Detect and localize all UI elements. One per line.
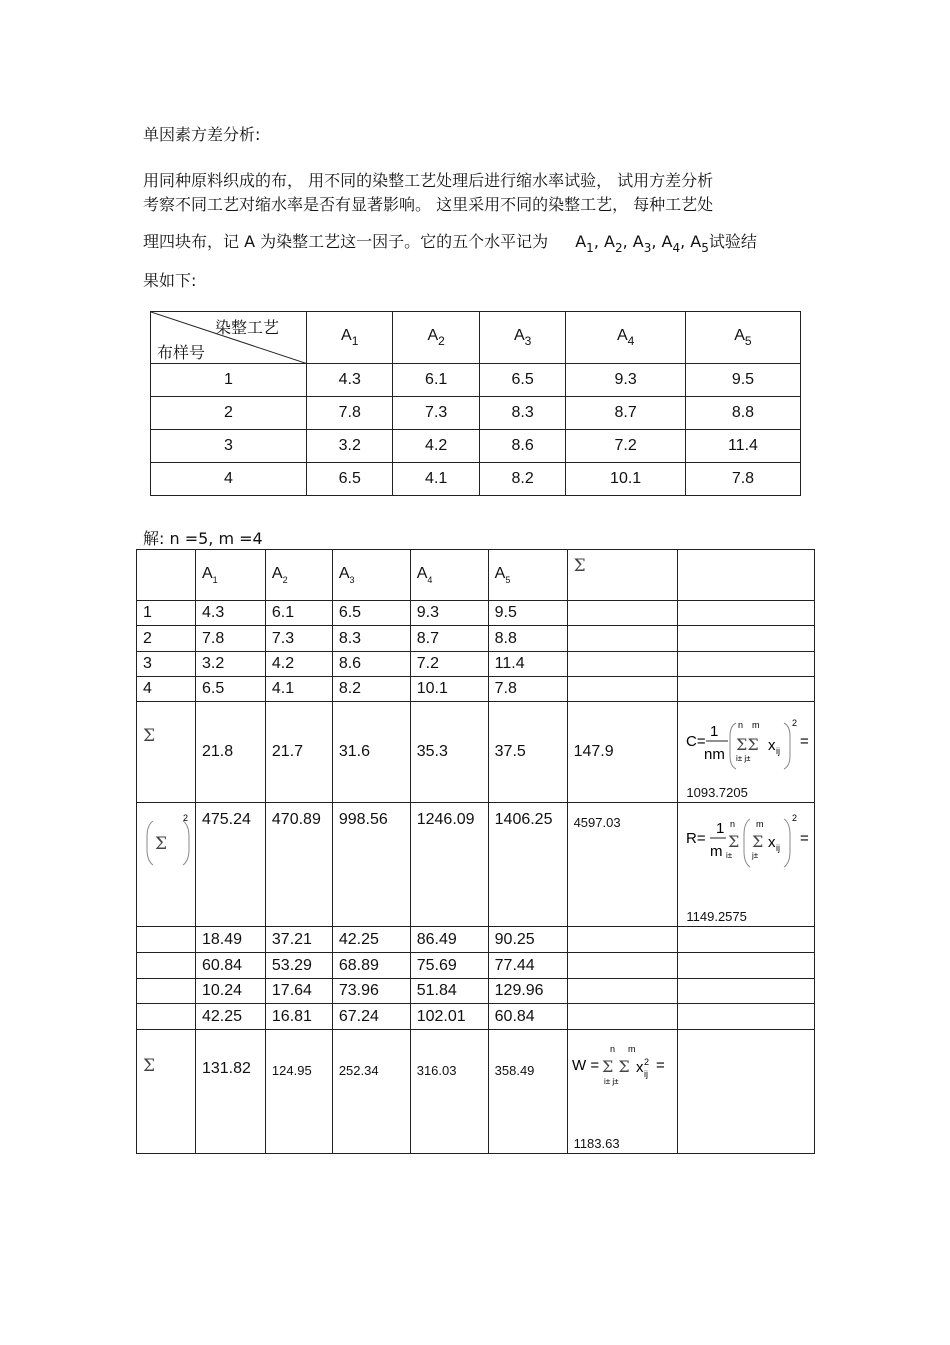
col-header-a3: $A_3$ <box>332 550 410 601</box>
col-header-a4: $A_4$ <box>410 550 488 601</box>
cell: 73.96 <box>332 979 410 1004</box>
table-corner-cell <box>151 312 307 364</box>
paragraph-line-3 <box>143 229 757 255</box>
cell: 6.5 <box>307 463 393 496</box>
cell: 17.64 <box>265 979 332 1004</box>
svg-text:C=: C= <box>686 733 706 750</box>
empty-cell <box>678 601 815 626</box>
svg-text:m: m <box>756 819 764 829</box>
sigma-label: Σ <box>137 1030 196 1154</box>
svg-text:Σ Σ: Σ Σ <box>601 1057 630 1076</box>
cell: 6.5 <box>195 677 265 702</box>
cell: 6.1 <box>393 364 479 397</box>
svg-text:ΣΣ: ΣΣ <box>736 735 759 754</box>
svg-text:1: 1 <box>710 723 719 740</box>
svg-text:=: = <box>800 830 810 847</box>
square-sum-row <box>137 803 815 927</box>
svg-text:m: m <box>752 720 760 730</box>
empty-cell <box>137 953 196 979</box>
sum-row <box>137 702 815 803</box>
cell: 42.25 <box>332 927 410 953</box>
cell: 75.69 <box>410 953 488 979</box>
cell: 8.2 <box>479 463 565 496</box>
col-header-a2: $A_2$ <box>393 312 479 364</box>
svg-text:R=: R= <box>686 830 706 847</box>
cell: 18.49 <box>195 927 265 953</box>
svg-text:2: 2 <box>183 813 189 823</box>
svg-text:Σ: Σ <box>752 832 764 851</box>
empty-cell <box>678 927 815 953</box>
col-header-a5: $A_5$ <box>685 312 800 364</box>
formula-c <box>686 716 814 776</box>
cell: 124.95 <box>265 1030 332 1154</box>
table-row <box>137 677 815 702</box>
cell: 7.8 <box>685 463 800 496</box>
formula-c-value: 1093.7205 <box>686 785 748 800</box>
formula-c-drawing <box>686 716 814 776</box>
svg-text:=: = <box>800 733 810 750</box>
table-row <box>151 430 801 463</box>
svg-text:n: n <box>609 1044 615 1054</box>
empty-cell <box>567 979 678 1004</box>
paragraph-line-3b: 试验结 <box>708 232 757 251</box>
row-id: 4 <box>137 677 196 702</box>
empty-cell <box>137 1004 196 1030</box>
row-id: 4 <box>151 463 307 496</box>
cell: 51.84 <box>410 979 488 1004</box>
cell: 53.29 <box>265 953 332 979</box>
svg-text:Σ: Σ <box>155 834 168 854</box>
svg-text:m: m <box>627 1044 636 1054</box>
empty-cell <box>678 953 815 979</box>
empty-cell <box>678 550 815 601</box>
table-row <box>151 463 801 496</box>
svg-text:ij: ij <box>776 843 781 853</box>
total-cell: 147.9 <box>567 702 678 803</box>
formula-w-drawing <box>572 1042 676 1092</box>
cell: 11.4 <box>685 430 800 463</box>
cell: 37.21 <box>265 927 332 953</box>
table-row <box>151 364 801 397</box>
cell: 252.34 <box>332 1030 410 1154</box>
table-row <box>151 397 801 430</box>
solution-label: 解: n =5, m =4 <box>143 529 263 548</box>
heading: 单因素方差分析: <box>143 125 261 144</box>
cell: 8.3 <box>479 397 565 430</box>
empty-cell <box>137 550 196 601</box>
paragraph-line-4: 果如下: <box>143 271 197 290</box>
cell: 7.8 <box>195 626 265 652</box>
paragraph-line-1: 用同种原料织成的布， 用不同的染整工艺处理后进行缩水率试验， 试用方差分析 <box>143 171 714 190</box>
row-id: 3 <box>137 652 196 677</box>
svg-text:W =: W = <box>571 1057 599 1074</box>
svg-text:i±: i± <box>726 851 733 860</box>
svg-text:ij: ij <box>643 1069 648 1079</box>
cell: 6.1 <box>265 601 332 626</box>
cell: 8.6 <box>479 430 565 463</box>
cell: 358.49 <box>488 1030 567 1154</box>
svg-text:ij: ij <box>776 746 781 756</box>
cell: 4.1 <box>265 677 332 702</box>
formula-r-cell <box>678 803 815 927</box>
svg-text:x: x <box>768 834 776 851</box>
table-row <box>137 652 815 677</box>
svg-text:Σ: Σ <box>728 832 740 851</box>
sigma-squared-symbol <box>143 813 193 869</box>
cell: 9.5 <box>488 601 567 626</box>
cell: 8.7 <box>566 397 686 430</box>
cell: 42.25 <box>195 1004 265 1030</box>
svg-text:n: n <box>738 720 744 730</box>
sigma-label: Σ <box>137 702 196 803</box>
cell: 10.24 <box>195 979 265 1004</box>
sigma-header: Σ <box>567 550 678 601</box>
cell: 8.8 <box>685 397 800 430</box>
formula-w <box>572 1042 676 1092</box>
empty-cell <box>678 652 815 677</box>
cell: 9.3 <box>566 364 686 397</box>
cell: 21.8 <box>195 702 265 803</box>
cell: 316.03 <box>410 1030 488 1154</box>
col-header-a3: $A_3$ <box>479 312 565 364</box>
cell: 60.84 <box>195 953 265 979</box>
cell: 1246.09 <box>410 803 488 927</box>
col-header-a4: $A_4$ <box>566 312 686 364</box>
formula-r-value: 1149.2575 <box>686 909 747 924</box>
svg-text:nm: nm <box>704 746 726 763</box>
row-id: 2 <box>137 626 196 652</box>
empty-cell <box>567 927 678 953</box>
cell: 8.8 <box>488 626 567 652</box>
empty-cell <box>567 953 678 979</box>
sigma-squared-label <box>137 803 196 927</box>
cell: 3.2 <box>195 652 265 677</box>
svg-text:1: 1 <box>716 820 725 837</box>
total-cell: 4597.03 <box>567 803 678 927</box>
cell: 470.89 <box>265 803 332 927</box>
empty-cell <box>567 601 678 626</box>
formula-w-value: 1183.63 <box>573 1136 620 1151</box>
cell: 90.25 <box>488 927 567 953</box>
cell: 475.24 <box>195 803 265 927</box>
empty-cell <box>678 979 815 1004</box>
cell: 11.4 <box>488 652 567 677</box>
cell: 9.3 <box>410 601 488 626</box>
table-row <box>137 601 815 626</box>
empty-cell <box>567 626 678 652</box>
cell: 6.5 <box>479 364 565 397</box>
cell: 998.56 <box>332 803 410 927</box>
table-row <box>137 626 815 652</box>
formula-r <box>686 807 814 871</box>
cell: 67.24 <box>332 1004 410 1030</box>
cell: 8.2 <box>332 677 410 702</box>
cell: 131.82 <box>195 1030 265 1154</box>
svg-text:i± j±: i± j± <box>603 1077 619 1086</box>
svg-text:2: 2 <box>643 1057 649 1067</box>
empty-cell <box>678 1030 815 1154</box>
data-table <box>150 311 801 496</box>
paragraph-line-2: 考察不同工艺对缩水率是否有显著影响。 这里采用不同的染整工艺， 每种工艺处 <box>143 195 714 214</box>
cell: 77.44 <box>488 953 567 979</box>
cell: 35.3 <box>410 702 488 803</box>
svg-text:n: n <box>730 819 736 829</box>
cell: 4.1 <box>393 463 479 496</box>
cell: 31.6 <box>332 702 410 803</box>
svg-text:=: = <box>655 1057 665 1074</box>
paragraph-line-3a: 理四块布，记 A 为染整工艺这一因子。它的五个水平记为 <box>143 232 549 251</box>
svg-text:i± j±: i± j± <box>736 754 751 763</box>
empty-cell <box>567 677 678 702</box>
corner-bottom-label: 布样号 <box>157 343 206 362</box>
cell: 8.7 <box>410 626 488 652</box>
cell: 7.2 <box>410 652 488 677</box>
cell: 129.96 <box>488 979 567 1004</box>
cell: 7.8 <box>307 397 393 430</box>
cell: 7.3 <box>265 626 332 652</box>
svg-text:x: x <box>768 737 776 754</box>
empty-cell <box>137 979 196 1004</box>
empty-cell <box>567 1004 678 1030</box>
cell: 37.5 <box>488 702 567 803</box>
cell: 7.3 <box>393 397 479 430</box>
svg-text:m: m <box>710 843 723 860</box>
cell: 7.8 <box>488 677 567 702</box>
cell: 68.89 <box>332 953 410 979</box>
cell: 10.1 <box>566 463 686 496</box>
cell: 102.01 <box>410 1004 488 1030</box>
row-id: 3 <box>151 430 307 463</box>
formula-r-drawing <box>686 807 814 871</box>
cell: 1406.25 <box>488 803 567 927</box>
cell: 9.5 <box>685 364 800 397</box>
table-row <box>137 1004 815 1030</box>
cell: 60.84 <box>488 1004 567 1030</box>
cell: 10.1 <box>410 677 488 702</box>
cell: 4.2 <box>393 430 479 463</box>
cell: 86.49 <box>410 927 488 953</box>
table-row <box>137 979 815 1004</box>
empty-cell <box>678 626 815 652</box>
cell: 3.2 <box>307 430 393 463</box>
table-row <box>137 927 815 953</box>
empty-cell <box>678 677 815 702</box>
square-total-row <box>137 1030 815 1154</box>
cell: 7.2 <box>566 430 686 463</box>
cell: 8.3 <box>332 626 410 652</box>
row-id: 1 <box>137 601 196 626</box>
col-header-a1: $A_1$ <box>307 312 393 364</box>
cell: 4.3 <box>307 364 393 397</box>
cell: 21.7 <box>265 702 332 803</box>
row-id: 1 <box>151 364 307 397</box>
row-id: 2 <box>151 397 307 430</box>
svg-text:2: 2 <box>792 718 798 728</box>
formula-c-cell <box>678 702 815 803</box>
cell: 4.3 <box>195 601 265 626</box>
calc-table <box>136 549 815 1154</box>
cell: 16.81 <box>265 1004 332 1030</box>
svg-text:x: x <box>635 1059 644 1076</box>
col-header-a5: $A_5$ <box>488 550 567 601</box>
formula-w-cell <box>567 1030 678 1154</box>
empty-cell <box>137 927 196 953</box>
svg-text:2: 2 <box>792 813 798 823</box>
empty-cell <box>678 1004 815 1030</box>
levels-inline: $A_1$, $A_2$, $A_3$, $A_4$, $A_5$ <box>575 232 709 255</box>
cell: 8.6 <box>332 652 410 677</box>
corner-top-label: 染整工艺 <box>215 318 280 337</box>
col-header-a1: $A_1$ <box>195 550 265 601</box>
cell: 6.5 <box>332 601 410 626</box>
svg-text:j±: j± <box>752 851 759 860</box>
table-row <box>137 953 815 979</box>
cell: 4.2 <box>265 652 332 677</box>
empty-cell <box>567 652 678 677</box>
col-header-a2: $A_2$ <box>265 550 332 601</box>
